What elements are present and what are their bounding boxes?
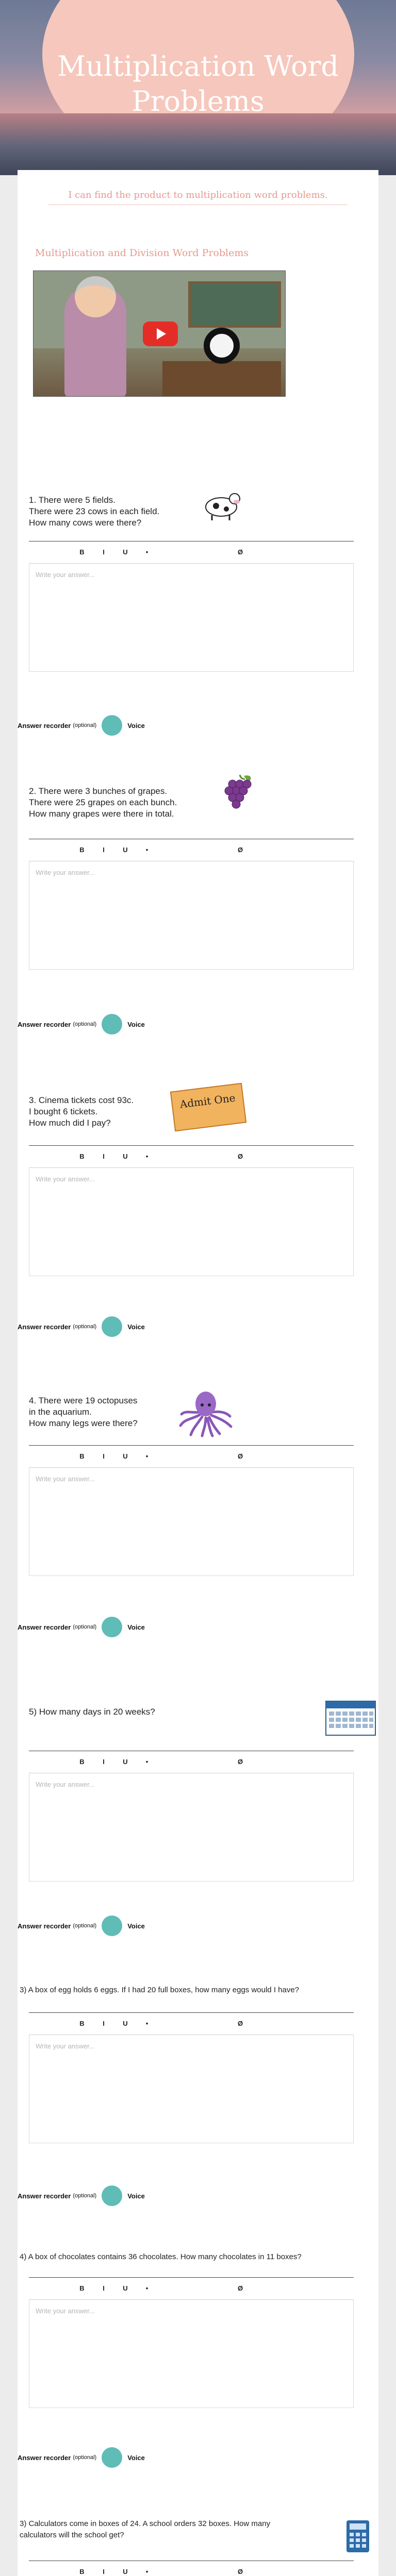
underline-button[interactable]: U bbox=[123, 548, 128, 556]
q6-editor-toolbar bbox=[29, 2012, 354, 2035]
underline-button[interactable]: U bbox=[123, 846, 128, 854]
question-8-text: 3) Calculators come in boxes of 24. A school orders 32 boxes. How many calculators will the school get? bbox=[20, 2519, 271, 2539]
q5-answer-field[interactable] bbox=[29, 1773, 354, 1882]
list-button[interactable]: • bbox=[145, 1452, 148, 1460]
grapes-icon bbox=[221, 773, 257, 814]
q1-answer-placeholder: Write your answer... bbox=[36, 571, 95, 579]
italic-button[interactable]: I bbox=[103, 2568, 105, 2575]
voice-label: Voice bbox=[127, 1020, 145, 1028]
bold-button[interactable]: B bbox=[79, 548, 85, 556]
list-button[interactable]: • bbox=[145, 2020, 148, 2027]
clear-format-button[interactable]: Ø bbox=[237, 548, 243, 556]
video-teacher-head bbox=[75, 276, 116, 317]
q1-editor-toolbar bbox=[29, 541, 354, 564]
clear-format-button[interactable]: Ø bbox=[237, 1758, 243, 1766]
q4-answer-field[interactable] bbox=[29, 1468, 354, 1576]
microphone-icon[interactable] bbox=[102, 715, 122, 736]
q3-answer-field[interactable] bbox=[29, 1168, 354, 1276]
q4-answer-recorder: Answer recorder (optional) Voice bbox=[18, 1617, 145, 1637]
list-button[interactable]: • bbox=[145, 2568, 148, 2575]
italic-button[interactable]: I bbox=[103, 846, 105, 854]
microphone-icon[interactable] bbox=[102, 1316, 122, 1337]
voice-label: Voice bbox=[127, 2453, 145, 2462]
microphone-icon[interactable] bbox=[102, 2447, 122, 2468]
q7-answer-placeholder: Write your answer... bbox=[36, 2307, 95, 2315]
q1-answer-recorder: Answer recorder (optional) Voice bbox=[18, 715, 145, 736]
ticket-icon: Admit One bbox=[170, 1083, 246, 1131]
underline-button[interactable]: U bbox=[123, 2284, 128, 2292]
q7-answer-recorder: Answer recorder (optional) Voice bbox=[18, 2447, 145, 2468]
bold-button[interactable]: B bbox=[79, 1758, 85, 1766]
microphone-icon[interactable] bbox=[102, 1916, 122, 1936]
clear-format-button[interactable]: Ø bbox=[237, 2020, 243, 2027]
video-player[interactable] bbox=[33, 270, 286, 397]
bold-button[interactable]: B bbox=[79, 2284, 85, 2292]
q6-answer-placeholder: Write your answer... bbox=[36, 2042, 95, 2050]
underline-button[interactable]: U bbox=[123, 2568, 128, 2575]
q3-answer-recorder: Answer recorder (optional) Voice bbox=[18, 1316, 145, 1337]
q7-answer-field[interactable] bbox=[29, 2300, 354, 2408]
italic-button[interactable]: I bbox=[103, 2284, 105, 2292]
header-banner bbox=[0, 0, 396, 175]
italic-button[interactable]: I bbox=[103, 1153, 105, 1160]
worksheet-card bbox=[18, 170, 378, 2576]
underline-button[interactable]: U bbox=[123, 1452, 128, 1460]
bold-button[interactable]: B bbox=[79, 1153, 85, 1160]
voice-label: Voice bbox=[127, 1623, 145, 1631]
voice-label: Voice bbox=[127, 1323, 145, 1331]
sea-shape bbox=[0, 113, 396, 175]
microphone-icon[interactable] bbox=[102, 1014, 122, 1035]
q6-answer-recorder: Answer recorder (optional) Voice bbox=[18, 2185, 145, 2206]
voice-label: Voice bbox=[127, 2192, 145, 2200]
bold-button[interactable]: B bbox=[79, 1452, 85, 1460]
q4-editor-toolbar bbox=[29, 1445, 354, 1468]
clear-format-button[interactable]: Ø bbox=[237, 2284, 243, 2292]
q7-editor-toolbar bbox=[29, 2277, 354, 2300]
bold-button[interactable]: B bbox=[79, 2568, 85, 2575]
learning-objective: I can find the product to multiplication word problems. bbox=[48, 190, 348, 205]
bold-button[interactable]: B bbox=[79, 2020, 85, 2027]
q2-answer-recorder: Answer recorder (optional) Voice bbox=[18, 1014, 145, 1035]
q3-editor-toolbar bbox=[29, 1145, 354, 1168]
q2-answer-field[interactable] bbox=[29, 861, 354, 970]
q8-editor-toolbar bbox=[29, 2561, 354, 2576]
calculator-icon bbox=[345, 2519, 370, 2553]
page-title: Multiplication Word Problems bbox=[57, 50, 339, 117]
q2-editor-toolbar bbox=[29, 839, 354, 861]
q5-answer-placeholder: Write your answer... bbox=[36, 1781, 95, 1788]
list-button[interactable]: • bbox=[145, 1758, 148, 1766]
italic-button[interactable]: I bbox=[103, 1758, 105, 1766]
q3-answer-placeholder: Write your answer... bbox=[36, 1175, 95, 1183]
underline-button[interactable]: U bbox=[123, 1758, 128, 1766]
list-button[interactable]: • bbox=[145, 548, 148, 556]
q5-editor-toolbar bbox=[29, 1751, 354, 1773]
clear-format-button[interactable]: Ø bbox=[237, 1153, 243, 1160]
list-button[interactable]: • bbox=[145, 2284, 148, 2292]
question-7-text: 4) A box of chocolates contains 36 chocolates. How many chocolates in 11 boxes? bbox=[20, 2252, 302, 2261]
underline-button[interactable]: U bbox=[123, 2020, 128, 2027]
bold-button[interactable]: B bbox=[79, 846, 85, 854]
question-3-text: 3. Cinema tickets cost 93c. I bought 6 tickets. How much did I pay? bbox=[29, 1095, 134, 1128]
clear-format-button[interactable]: Ø bbox=[237, 2568, 243, 2575]
video-section-title: Multiplication and Division Word Problems bbox=[35, 247, 249, 259]
play-button-icon[interactable] bbox=[143, 321, 178, 346]
microphone-icon[interactable] bbox=[102, 1617, 122, 1637]
question-5-text: 5) How many days in 20 weeks? bbox=[29, 1707, 155, 1717]
video-desk bbox=[162, 361, 281, 397]
q5-answer-recorder: Answer recorder (optional) Voice bbox=[18, 1916, 145, 1936]
voice-label: Voice bbox=[127, 721, 145, 730]
italic-button[interactable]: I bbox=[103, 2020, 105, 2027]
question-1-text: 1. There were 5 fields. There were 23 cows in each field. How many cows were there? bbox=[29, 495, 160, 528]
microphone-icon[interactable] bbox=[102, 2185, 122, 2206]
question-2-text: 2. There were 3 bunches of grapes. There were 25 grapes on each bunch. How many grapes were there in total. bbox=[29, 786, 177, 819]
question-6-text: 3) A box of egg holds 6 eggs. If I had 20 full boxes, how many eggs would I have? bbox=[20, 1986, 300, 1994]
octopus-icon bbox=[177, 1388, 234, 1437]
q4-answer-placeholder: Write your answer... bbox=[36, 1475, 95, 1483]
calendar-icon bbox=[325, 1699, 376, 1736]
list-button[interactable]: • bbox=[145, 846, 148, 854]
q1-answer-field[interactable] bbox=[29, 564, 354, 672]
clear-format-button[interactable]: Ø bbox=[237, 1452, 243, 1460]
clear-format-button[interactable]: Ø bbox=[237, 846, 243, 854]
voice-label: Voice bbox=[127, 1922, 145, 1930]
video-chalkboard bbox=[188, 281, 281, 328]
q6-answer-field[interactable] bbox=[29, 2035, 354, 2143]
video-cartoon-figure bbox=[204, 328, 240, 364]
underline-button[interactable]: U bbox=[123, 1153, 128, 1160]
question-4-text: 4. There were 19 octopuses in the aquarium. How many legs were there? bbox=[29, 1396, 138, 1428]
italic-button[interactable]: I bbox=[103, 548, 105, 556]
cow-icon bbox=[201, 485, 242, 521]
italic-button[interactable]: I bbox=[103, 1452, 105, 1460]
list-button[interactable]: • bbox=[145, 1153, 148, 1160]
q2-answer-placeholder: Write your answer... bbox=[36, 869, 95, 876]
